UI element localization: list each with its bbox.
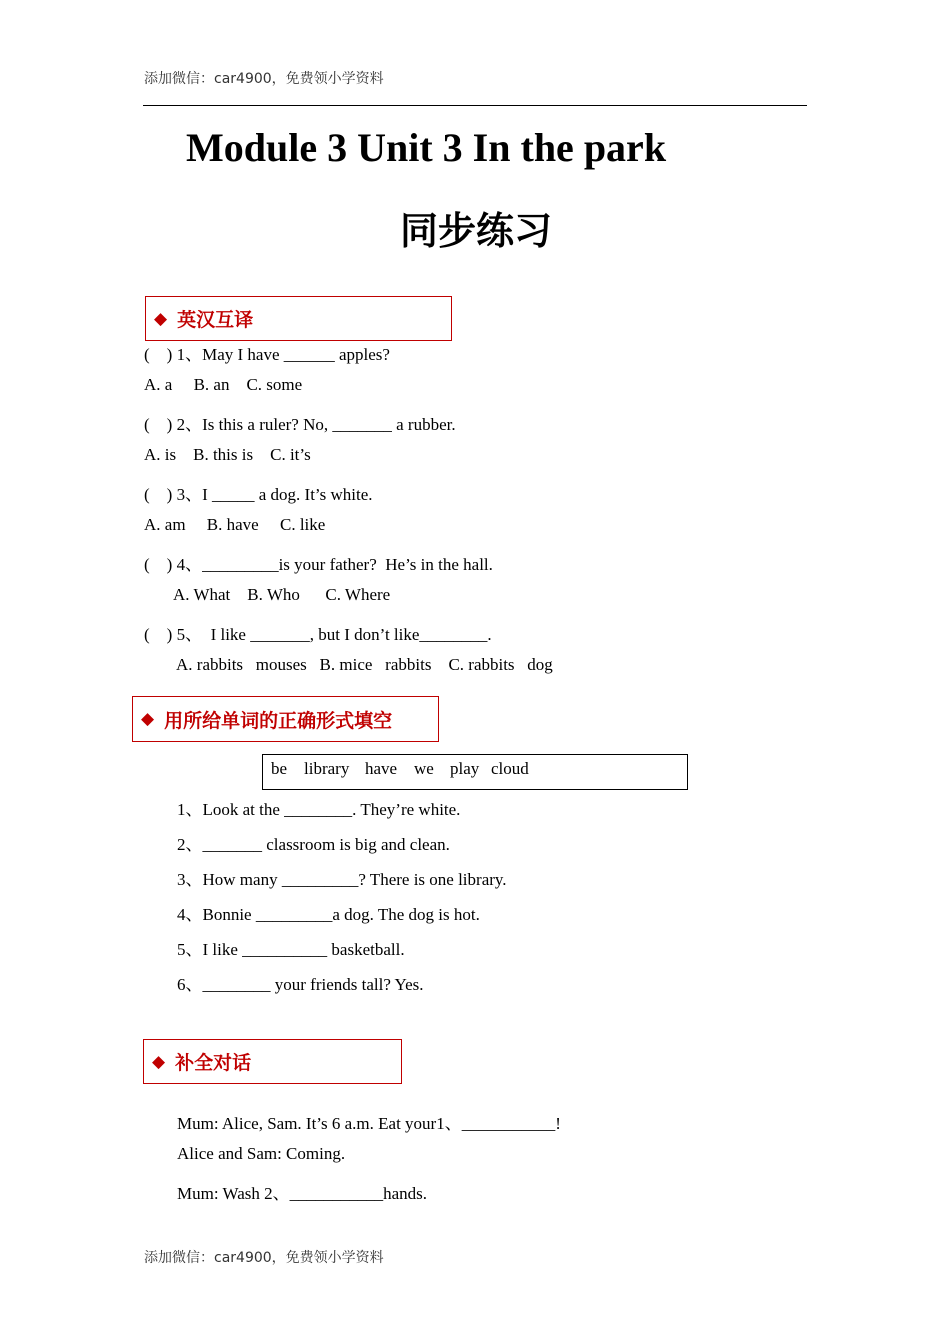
question-line: ( ) 2、Is this a ruler? No, _______ a rubber. (144, 415, 456, 434)
fill-in-line: 6、________ your friends tall? Yes. (177, 975, 424, 994)
fill-in-line: 4、Bonnie _________a dog. The dog is hot. (177, 905, 480, 924)
question-line: ( ) 3、I _____ a dog. It’s white. (144, 485, 373, 504)
fill-in-line: 3、How many _________? There is one library. (177, 870, 507, 889)
diamond-icon: ◆ (141, 709, 155, 729)
question-line: ( ) 1、May I have ______ apples? (144, 345, 390, 364)
section-heading-1 (145, 296, 452, 341)
word-bank-item: play (450, 759, 480, 778)
dialogue-line: Alice and Sam: Coming. (177, 1144, 346, 1163)
question-line: ( ) 5、 I like _______, but I don’t like________. (144, 625, 492, 644)
diamond-icon: ◆ (154, 308, 168, 329)
fill-in-line: 5、I like __________ basketball. (177, 940, 405, 959)
word-bank-box (262, 754, 688, 790)
header-rule (143, 105, 807, 106)
question-line: ( ) 4、_________is your father? He’s in the hall. (144, 555, 493, 574)
word-bank-item: cloud (491, 759, 529, 778)
options-line: A. rabbits mouses B. mice rabbits C. rabbits dog (176, 655, 553, 674)
word-bank-item: library (304, 759, 350, 778)
section-heading-text: 用所给单词的正确形式填空 (164, 709, 393, 732)
word-bank-item: have (365, 759, 398, 778)
section-heading-3 (143, 1039, 402, 1084)
header-note: 添加微信：car4900，免费领小学资料 (144, 71, 384, 87)
section-heading-text: 补全对话 (175, 1052, 252, 1074)
fill-in-line: 1、Look at the ________. They’re white. (177, 800, 461, 819)
options-line: A. am B. have C. like (144, 515, 326, 534)
footer-note: 添加微信：car4900，免费领小学资料 (144, 1250, 384, 1266)
word-bank-item: we (414, 759, 434, 778)
page-title: Module 3 Unit 3 In the park (186, 125, 667, 170)
diamond-icon: ◆ (152, 1051, 166, 1072)
dialogue-line: Mum: Alice, Sam. It’s 6 a.m. Eat your1、___________! (177, 1114, 561, 1133)
word-bank-item: be (271, 759, 288, 778)
options-line: A. What B. Who C. Where (173, 585, 391, 604)
dialogue-line: Mum: Wash 2、___________hands. (177, 1184, 428, 1203)
section-heading-text: 英汉互译 (177, 309, 254, 331)
options-line: A. is B. this is C. it’s (144, 445, 311, 464)
section-heading-2 (132, 696, 439, 742)
page-subtitle: 同步练习 (400, 208, 553, 253)
options-line: A. a B. an C. some (144, 375, 303, 394)
fill-in-line: 2、_______ classroom is big and clean. (177, 835, 450, 854)
